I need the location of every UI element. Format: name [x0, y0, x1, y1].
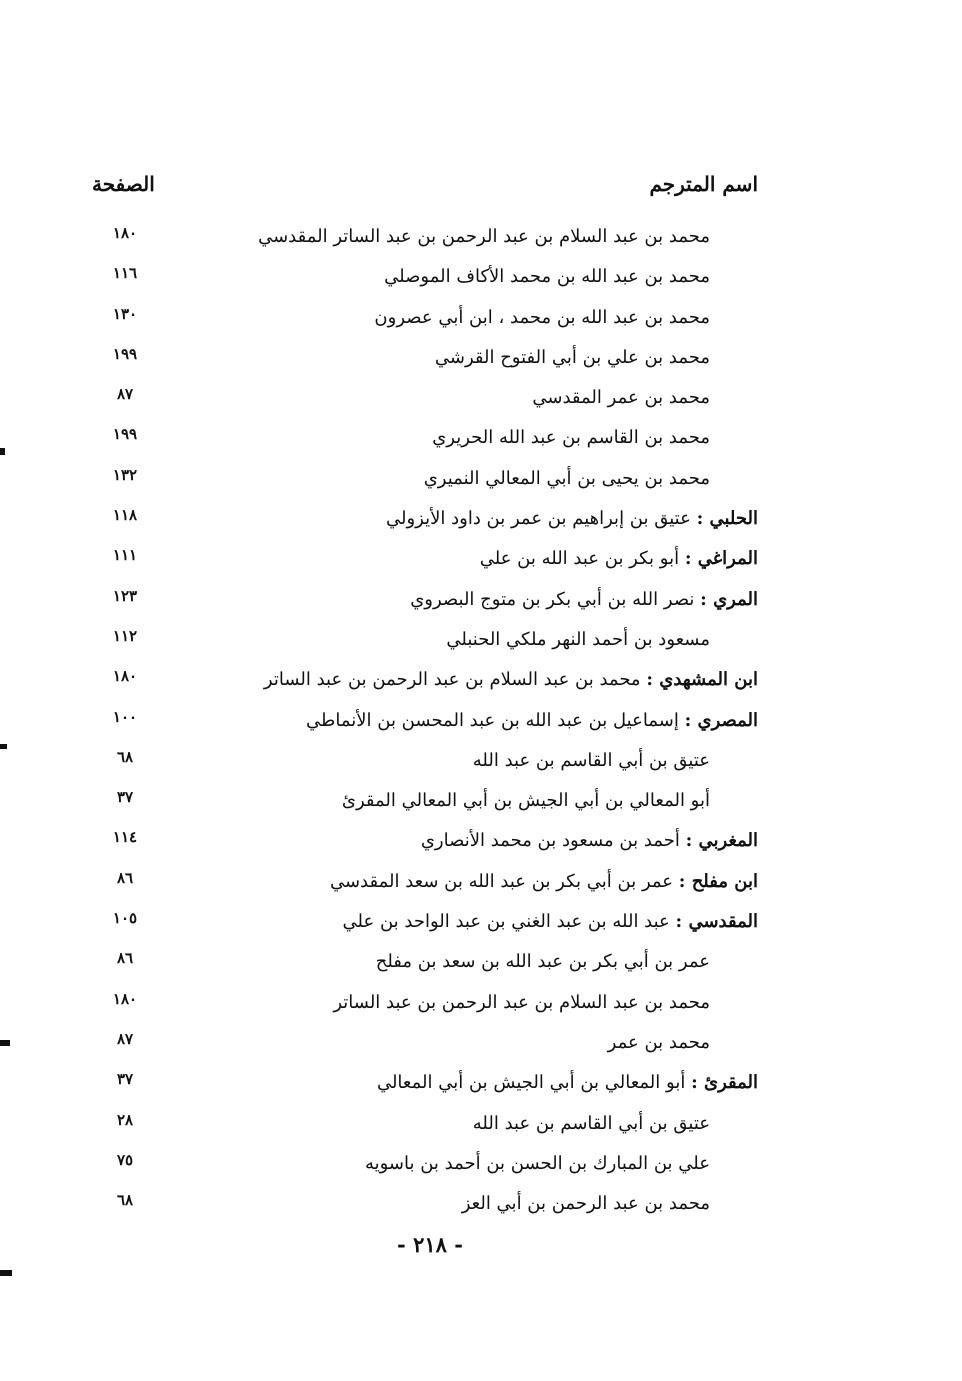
- entry-name: [190, 951, 710, 972]
- entry-page-number: ٣٧: [116, 788, 134, 807]
- entry-name: [238, 669, 758, 690]
- scan-edge-mark: [0, 1040, 10, 1046]
- entry-name: [190, 307, 710, 328]
- entry-page-number: ٨٦: [116, 949, 134, 968]
- index-entry: [0, 824, 962, 864]
- entry-page-number: ١٨٠: [112, 667, 138, 686]
- entry-nisba: المغربي :: [685, 830, 758, 852]
- entry-page-number: ١٨٠: [112, 224, 138, 242]
- scan-edge-mark: [0, 744, 7, 749]
- entry-full-name: محمد بن عبد السلام بن عبد الرحمن بن عبد الساتر المقدسي: [258, 226, 710, 247]
- entry-full-name: أبو المعالي بن أبي الجيش بن أبي المعالي المقرئ: [341, 790, 710, 812]
- entry-full-name: محمد بن يحيى بن أبي المعالي النميري: [423, 467, 710, 489]
- entry-full-name: علي بن المبارك بن الحسن بن أحمد بن باسويه: [364, 1152, 710, 1174]
- index-entry: [0, 1147, 962, 1187]
- entry-page-number: ١١٢: [112, 626, 138, 645]
- entry-page-number: ١٠٠: [112, 707, 138, 726]
- entry-page-number: ١١٦: [112, 264, 138, 283]
- entry-nisba: ابن المشهدي :: [646, 669, 758, 691]
- entry-page-number: ٦٨: [116, 1191, 134, 1210]
- entry-full-name: محمد بن علي بن أبي الفتوح القرشي: [434, 346, 710, 368]
- entry-full-name: أحمد بن مسعود بن محمد الأنصاري: [420, 830, 680, 852]
- entry-full-name: عمر بن أبي بكر بن عبد الله بن سعد المقدسي: [329, 870, 674, 892]
- entry-full-name: محمد بن عبد الله بن محمد الأكاف الموصلي: [384, 266, 710, 288]
- entry-name: [238, 1072, 758, 1093]
- scan-edge-mark: [0, 448, 5, 455]
- entry-full-name: أبو المعالي بن أبي الجيش بن أبي المعالي: [376, 1072, 686, 1094]
- entry-page-number: ٧٥: [116, 1150, 134, 1169]
- entry-nisba: المراغي :: [684, 548, 758, 570]
- entry-page-number: ١٩٩: [112, 344, 138, 363]
- index-entry: [0, 421, 962, 461]
- entry-full-name: أبو بكر بن عبد الله بن علي: [479, 548, 680, 570]
- entry-name: [238, 589, 758, 610]
- entry-page-number: ٨٧: [116, 1029, 134, 1048]
- entry-name: [190, 790, 710, 811]
- index-entry: [0, 462, 962, 502]
- entry-full-name: محمد بن عبد الرحمن بن أبي العز: [461, 1193, 710, 1215]
- entry-name: [190, 468, 710, 489]
- entry-full-name: نصر الله بن أبي بكر بن متوج البصروي: [410, 588, 695, 610]
- entry-full-name: محمد بن القاسم بن عبد الله الحريري: [432, 427, 710, 449]
- entry-name: [190, 387, 710, 408]
- page-number: - ٢١٨ -: [397, 1232, 463, 1257]
- scan-edge-mark: [0, 1270, 12, 1276]
- entry-page-number: ١١٤: [112, 828, 138, 847]
- entry-page-number: ١٢٣: [112, 586, 138, 605]
- index-entry: [0, 301, 962, 341]
- entry-page-number: ٣٧: [116, 1070, 134, 1089]
- entry-nisba: المري :: [700, 588, 758, 610]
- entry-name: [238, 508, 758, 529]
- entry-name: [190, 226, 710, 247]
- name-column-header: اسم المترجم: [649, 172, 758, 196]
- entry-full-name: عمر بن أبي بكر بن عبد الله بن سعد بن مفلح: [375, 951, 710, 973]
- index-entry: [0, 663, 962, 703]
- entry-name: [190, 629, 710, 650]
- index-entry: [0, 784, 962, 824]
- entry-page-number: ١٣٠: [112, 304, 138, 323]
- entry-full-name: مسعود بن أحمد النهر ملكي الحنبلي: [446, 628, 710, 650]
- entry-name: [238, 548, 758, 569]
- index-entry: [0, 1107, 962, 1147]
- entry-page-number: ١٨٠: [112, 989, 138, 1008]
- index-entries: [0, 220, 962, 1227]
- entry-full-name: محمد بن عمر: [607, 1031, 710, 1053]
- entry-name: [190, 427, 710, 448]
- entry-page-number: ١٠٥: [112, 909, 138, 928]
- entry-nisba: ابن مفلح :: [678, 870, 758, 892]
- index-entry: [0, 260, 962, 300]
- index-entry: [0, 220, 962, 260]
- index-entry: [0, 1066, 962, 1106]
- entry-page-number: ٢٨: [116, 1110, 134, 1129]
- entry-name: [190, 1032, 710, 1053]
- entry-nisba: المقرئ :: [691, 1072, 758, 1094]
- entry-page-number: ٨٧: [116, 385, 134, 404]
- entry-nisba: الحلبي :: [696, 508, 758, 530]
- entry-full-name: إسماعيل بن عبد الله بن عبد المحسن بن الأنماطي: [306, 709, 679, 731]
- entry-name: [190, 1113, 710, 1134]
- entry-full-name: محمد بن عمر المقدسي: [532, 387, 710, 409]
- entry-page-number: ١٩٩: [112, 425, 138, 444]
- entry-full-name: عتيق بن أبي القاسم بن عبد الله: [472, 749, 710, 771]
- entry-full-name: عتيق بن أبي القاسم بن عبد الله: [472, 1112, 710, 1134]
- index-entry: [0, 341, 962, 381]
- entry-full-name: محمد بن عبد السلام بن عبد الرحمن بن عبد الساتر: [263, 669, 641, 691]
- index-entry: [0, 502, 962, 542]
- entry-name: [190, 992, 710, 1013]
- entry-name: [238, 911, 758, 932]
- entry-name: [238, 830, 758, 851]
- entry-name: [238, 871, 758, 892]
- index-entry: [0, 986, 962, 1026]
- index-entry: [0, 1187, 962, 1227]
- entry-name: [190, 1153, 710, 1174]
- entry-full-name: محمد بن عبد الله بن محمد ، ابن أبي عصرون: [374, 306, 710, 328]
- index-entry: [0, 905, 962, 945]
- index-entry: [0, 1026, 962, 1066]
- entry-name: [238, 710, 758, 731]
- entry-full-name: عبد الله بن عبد الغني بن عبد الواحد بن علي: [342, 911, 670, 933]
- entry-name: [190, 266, 710, 287]
- entry-page-number: ٦٨: [116, 747, 134, 766]
- index-entry: [0, 542, 962, 582]
- entry-nisba: المقدسي :: [675, 911, 758, 933]
- entry-name: [190, 1193, 710, 1214]
- entry-page-number: ١١٨: [112, 506, 138, 525]
- entry-name: [190, 750, 710, 771]
- entry-full-name: محمد بن عبد السلام بن عبد الرحمن بن عبد الساتر: [333, 991, 710, 1013]
- entry-page-number: ١١١: [112, 546, 138, 565]
- index-entry: [0, 865, 962, 905]
- entry-full-name: عتيق بن إبراهيم بن عمر بن داود الأيزولي: [386, 508, 691, 530]
- entry-page-number: ٨٦: [116, 868, 134, 887]
- index-entry: [0, 744, 962, 784]
- index-entry: [0, 945, 962, 985]
- index-entry: [0, 583, 962, 623]
- index-entry: [0, 381, 962, 421]
- entry-page-number: ١٣٢: [112, 465, 138, 484]
- index-entry: [0, 623, 962, 663]
- entry-nisba: المصري :: [684, 709, 758, 731]
- page-column-header: الصفحة: [92, 172, 155, 196]
- index-entry: [0, 704, 962, 744]
- entry-name: [190, 347, 710, 368]
